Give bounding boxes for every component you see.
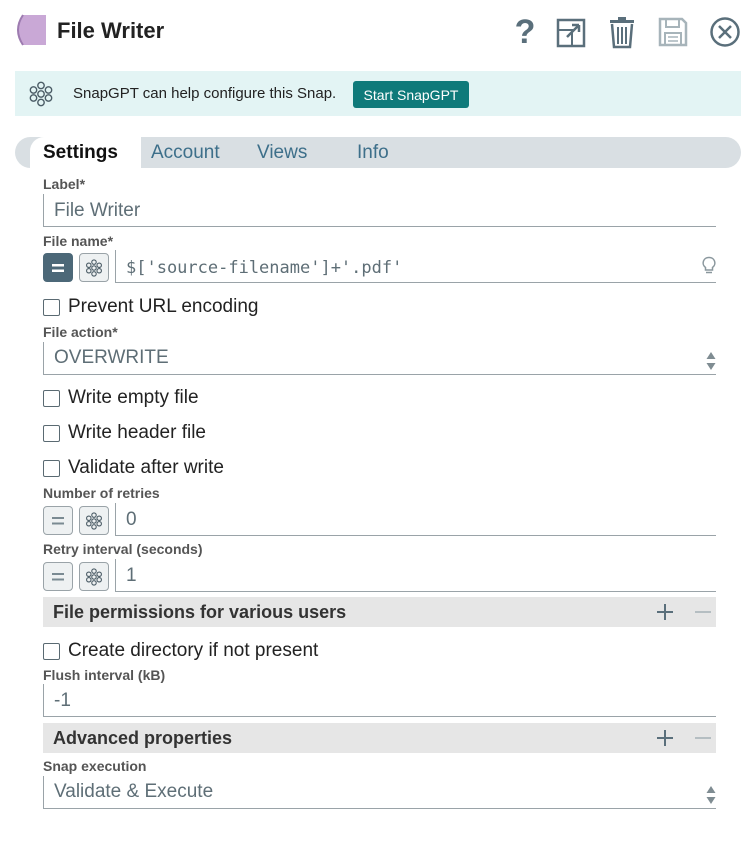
flush-interval-label: Flush interval (kB) (43, 667, 166, 683)
file-action-select[interactable] (43, 342, 716, 375)
retry-interval-value: 1 (126, 565, 137, 586)
close-icon[interactable] (708, 14, 742, 50)
section-title: Advanced properties (53, 728, 233, 748)
equals-icon (51, 572, 65, 582)
snap-execution-select[interactable] (43, 776, 716, 809)
number-of-retries-input[interactable] (115, 503, 716, 536)
write-header-file-checkbox[interactable] (43, 422, 206, 444)
trash-icon[interactable] (605, 14, 639, 50)
label-input-value: File Writer (54, 200, 141, 221)
section-title: File permissions for various users (53, 602, 347, 622)
remove-row-icon[interactable] (692, 725, 714, 751)
snap-execution-value: Validate & Execute (54, 781, 214, 802)
snapgpt-icon (85, 568, 103, 586)
validate-after-write-checkbox[interactable] (43, 457, 224, 479)
advanced-properties-section (43, 723, 716, 753)
prevent-url-encoding-checkbox[interactable] (43, 296, 258, 318)
remove-row-icon[interactable] (692, 599, 714, 625)
expand-icon[interactable] (554, 14, 588, 50)
save-icon[interactable] (656, 14, 690, 50)
checkbox-label: Prevent URL encoding (68, 296, 259, 317)
tab-account[interactable]: Account (151, 142, 220, 163)
write-empty-file-checkbox[interactable] (43, 387, 199, 409)
label-input[interactable] (43, 194, 716, 227)
checkbox-label: Create directory if not present (68, 640, 319, 661)
svg-text:?: ? (514, 15, 536, 49)
select-arrows-icon (706, 785, 716, 805)
create-directory-checkbox[interactable] (43, 640, 318, 662)
tab-info[interactable]: Info (357, 142, 389, 163)
snap-type-icon (15, 14, 47, 46)
snapgpt-suggest-button[interactable] (79, 253, 109, 282)
equals-icon (51, 263, 65, 273)
checkbox-box[interactable] (43, 425, 60, 442)
file-permissions-section (43, 597, 716, 627)
retry-interval-input[interactable] (115, 559, 716, 592)
add-row-icon[interactable] (654, 725, 676, 751)
snapgpt-banner (15, 71, 741, 116)
add-row-icon[interactable] (654, 599, 676, 625)
snapgpt-icon (28, 81, 54, 107)
number-of-retries-value: 0 (126, 509, 137, 530)
file-name-value: $['source-filename']+'.pdf' (126, 258, 403, 278)
lightbulb-icon[interactable] (702, 256, 716, 276)
file-name-label: File name* (43, 233, 114, 249)
flush-interval-value: -1 (54, 690, 71, 711)
snapgpt-suggest-button[interactable] (79, 562, 109, 591)
snap-execution-label: Snap execution (43, 758, 147, 774)
dialog-header (0, 0, 756, 62)
start-snapgpt-button[interactable]: Start SnapGPT (353, 81, 469, 108)
tab-settings[interactable]: Settings (30, 137, 141, 168)
checkbox-label: Write empty file (68, 387, 199, 408)
label-field-label: Label* (43, 176, 86, 192)
checkbox-box[interactable] (43, 643, 60, 660)
tab-views[interactable]: Views (257, 142, 308, 163)
expression-toggle-button[interactable] (43, 253, 73, 282)
expression-toggle-button[interactable] (43, 506, 73, 535)
select-arrows-icon (706, 351, 716, 371)
expression-toggle-button[interactable] (43, 562, 73, 591)
snapgpt-suggest-button[interactable] (79, 506, 109, 535)
dialog-title: File Writer (57, 18, 165, 43)
file-name-input[interactable] (115, 250, 716, 283)
file-action-label: File action* (43, 324, 118, 340)
help-icon[interactable] (508, 14, 542, 50)
tab-bar (15, 137, 741, 168)
checkbox-label: Validate after write (68, 457, 224, 478)
file-action-value: OVERWRITE (54, 347, 169, 368)
checkbox-box[interactable] (43, 299, 60, 316)
snapgpt-icon (85, 512, 103, 530)
snapgpt-icon (85, 259, 103, 277)
checkbox-box[interactable] (43, 460, 60, 477)
number-of-retries-label: Number of retries (43, 485, 160, 501)
checkbox-box[interactable] (43, 390, 60, 407)
equals-icon (51, 516, 65, 526)
retry-interval-label: Retry interval (seconds) (43, 541, 203, 557)
flush-interval-input[interactable] (43, 684, 716, 717)
checkbox-label: Write header file (68, 422, 206, 443)
snapgpt-message: SnapGPT can help configure this Snap. (73, 85, 337, 102)
